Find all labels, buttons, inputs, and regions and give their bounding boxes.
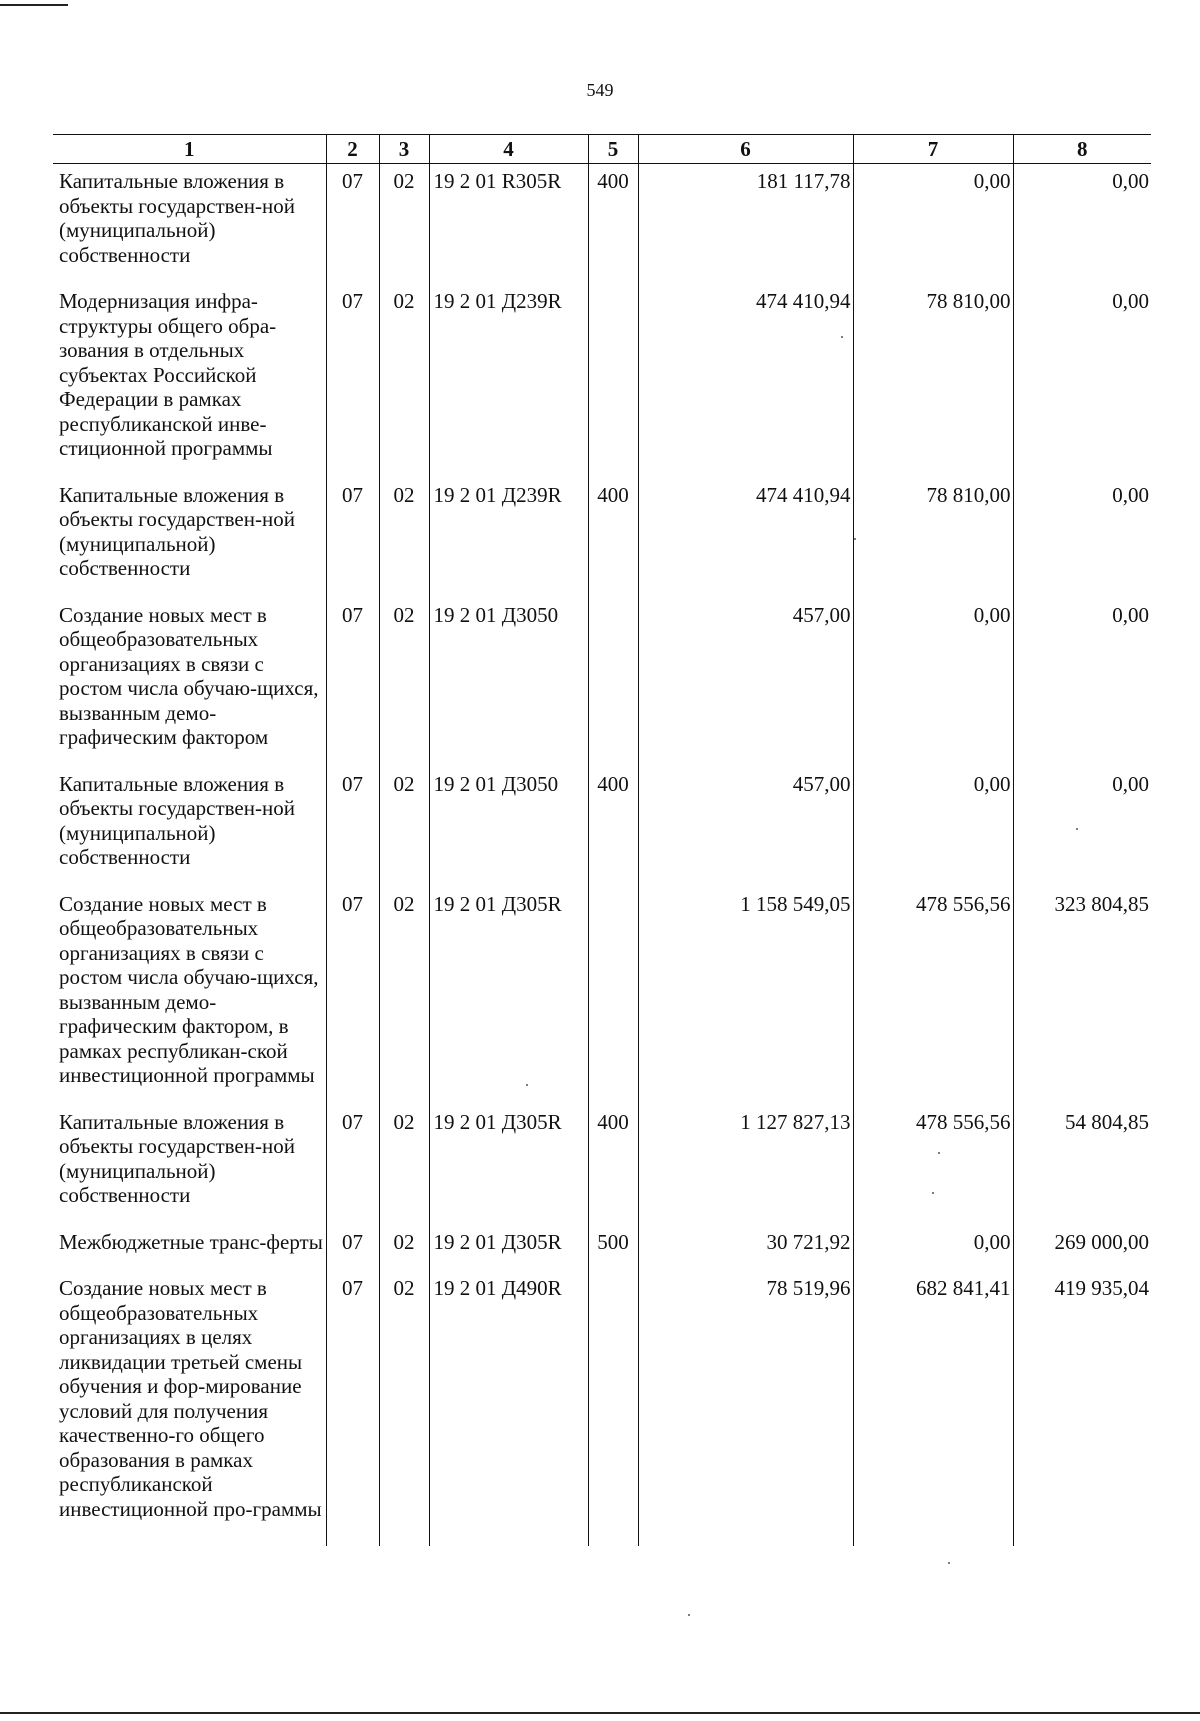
section-code: 07	[326, 1105, 379, 1225]
amount-col-7: 478 556,56	[853, 1105, 1013, 1225]
amount-col-8: 0,00	[1013, 767, 1151, 887]
subsection-code: 02	[379, 478, 429, 598]
expense-type-code	[588, 598, 638, 767]
target-article-code: 19 2 01 Д305R	[429, 1225, 588, 1272]
amount-col-6: 474 410,94	[638, 284, 853, 478]
item-name: Межбюджетные транс-ферты	[59, 1229, 323, 1254]
amount-col-7: 78 810,00	[853, 284, 1013, 478]
scan-speck	[938, 1152, 940, 1154]
amount-col-7: 682 841,41	[853, 1271, 1013, 1546]
subsection-code: 02	[379, 1271, 429, 1546]
section-code: 07	[326, 1271, 379, 1546]
expense-type-code	[588, 1271, 638, 1546]
amount-col-8: 54 804,85	[1013, 1105, 1151, 1225]
table-row	[53, 478, 1151, 598]
item-name: Модернизация инфра-структуры общего обра-зования в отдельных субъектах Российской Федерации в рамках республиканской инве-стиционной программы	[59, 289, 277, 460]
section-code: 07	[326, 887, 379, 1105]
item-name: Капитальные вложения в объекты государствен-ной (муниципальной) собственности	[59, 771, 295, 869]
amount-col-7: 0,00	[853, 1225, 1013, 1272]
amount-col-6: 30 721,92	[638, 1225, 853, 1272]
amount-col-7: 0,00	[853, 164, 1013, 285]
expense-type-code	[588, 887, 638, 1105]
subsection-code: 02	[379, 284, 429, 478]
amount-col-7: 78 810,00	[853, 478, 1013, 598]
target-article-code: 19 2 01 Д3050	[429, 767, 588, 887]
amount-col-8: 0,00	[1013, 284, 1151, 478]
amount-col-7: 478 556,56	[853, 887, 1013, 1105]
amount-col-6: 457,00	[638, 767, 853, 887]
expense-type-code: 500	[588, 1225, 638, 1272]
section-code: 07	[326, 478, 379, 598]
budget-table	[53, 134, 1151, 1546]
target-article-code: 19 2 01 Д490R	[429, 1271, 588, 1546]
amount-col-8: 323 804,85	[1013, 887, 1151, 1105]
amount-col-6: 1 158 549,05	[638, 887, 853, 1105]
subsection-code: 02	[379, 598, 429, 767]
amount-col-8: 0,00	[1013, 478, 1151, 598]
target-article-code: 19 2 01 Д3050	[429, 598, 588, 767]
column-header-8: 8	[1013, 135, 1151, 164]
table-row	[53, 767, 1151, 887]
table-row	[53, 1225, 1151, 1272]
column-header-6: 6	[638, 135, 853, 164]
subsection-code: 02	[379, 767, 429, 887]
section-code: 07	[326, 284, 379, 478]
target-article-code: 19 2 01 Д305R	[429, 1105, 588, 1225]
section-code: 07	[326, 1225, 379, 1272]
target-article-code: 19 2 01 Д239R	[429, 284, 588, 478]
table-row	[53, 1105, 1151, 1225]
subsection-code: 02	[379, 1105, 429, 1225]
expense-type-code: 400	[588, 164, 638, 285]
subsection-code: 02	[379, 887, 429, 1105]
item-name: Капитальные вложения в объекты государствен-ной (муниципальной) собственности	[59, 482, 295, 580]
expense-type-code: 400	[588, 767, 638, 887]
scan-speck	[688, 1614, 690, 1616]
item-name: Создание новых мест в общеобразовательных организациях в связи с ростом числа обучаю-щихся, вызванным демо-графическим фактором	[59, 602, 319, 749]
amount-col-7: 0,00	[853, 598, 1013, 767]
item-name: Создание новых мест в общеобразовательных организациях в связи с ростом числа обучаю-щихся, вызванным демо-графическим фактором, в рамках республикан-ской инвестиционной программы	[59, 891, 319, 1087]
amount-col-8: 0,00	[1013, 598, 1151, 767]
target-article-code: 19 2 01 Д305R	[429, 887, 588, 1105]
amount-col-8: 419 935,04	[1013, 1271, 1151, 1546]
amount-col-6: 1 127 827,13	[638, 1105, 853, 1225]
column-header-1: 1	[53, 135, 326, 164]
scan-speck	[932, 1192, 934, 1194]
column-header-4: 4	[429, 135, 588, 164]
amount-col-8: 0,00	[1013, 164, 1151, 285]
amount-col-6: 181 117,78	[638, 164, 853, 285]
table-row	[53, 887, 1151, 1105]
scan-edge-mark	[0, 4, 68, 6]
amount-col-6: 78 519,96	[638, 1271, 853, 1546]
section-code: 07	[326, 164, 379, 285]
column-header-5: 5	[588, 135, 638, 164]
item-name: Создание новых мест в общеобразовательных организациях в целях ликвидации третьей смены обучения и фор-мирование условий для получения качественно-го общего образования в рамках республиканской инвестиционной про-граммы	[59, 1276, 322, 1521]
scan-speck	[1076, 828, 1078, 830]
section-code: 07	[326, 598, 379, 767]
expense-type-code	[588, 284, 638, 478]
subsection-code: 02	[379, 164, 429, 285]
amount-col-6: 474 410,94	[638, 478, 853, 598]
target-article-code: 19 2 01 Д239R	[429, 478, 588, 598]
page-number: 549	[586, 80, 614, 100]
amount-col-8: 269 000,00	[1013, 1225, 1151, 1272]
subsection-code: 02	[379, 1225, 429, 1272]
column-header-2: 2	[326, 135, 379, 164]
scan-speck	[854, 538, 856, 540]
scan-edge-mark	[0, 1712, 1200, 1714]
expense-type-code: 400	[588, 1105, 638, 1225]
amount-col-7: 0,00	[853, 767, 1013, 887]
column-header-3: 3	[379, 135, 429, 164]
table-header-row	[53, 135, 1151, 164]
expense-type-code: 400	[588, 478, 638, 598]
table-row	[53, 284, 1151, 478]
table-row	[53, 1271, 1151, 1546]
scan-speck	[841, 336, 843, 338]
section-code: 07	[326, 767, 379, 887]
amount-col-6: 457,00	[638, 598, 853, 767]
column-header-7: 7	[853, 135, 1013, 164]
scan-speck	[526, 1084, 528, 1086]
item-name: Капитальные вложения в объекты государствен-ной (муниципальной) собственности	[59, 169, 295, 267]
item-name: Капитальные вложения в объекты государствен-ной (муниципальной) собственности	[59, 1109, 295, 1207]
scan-speck	[948, 1562, 950, 1564]
table-row	[53, 164, 1151, 285]
target-article-code: 19 2 01 R305R	[429, 164, 588, 285]
table-row	[53, 598, 1151, 767]
